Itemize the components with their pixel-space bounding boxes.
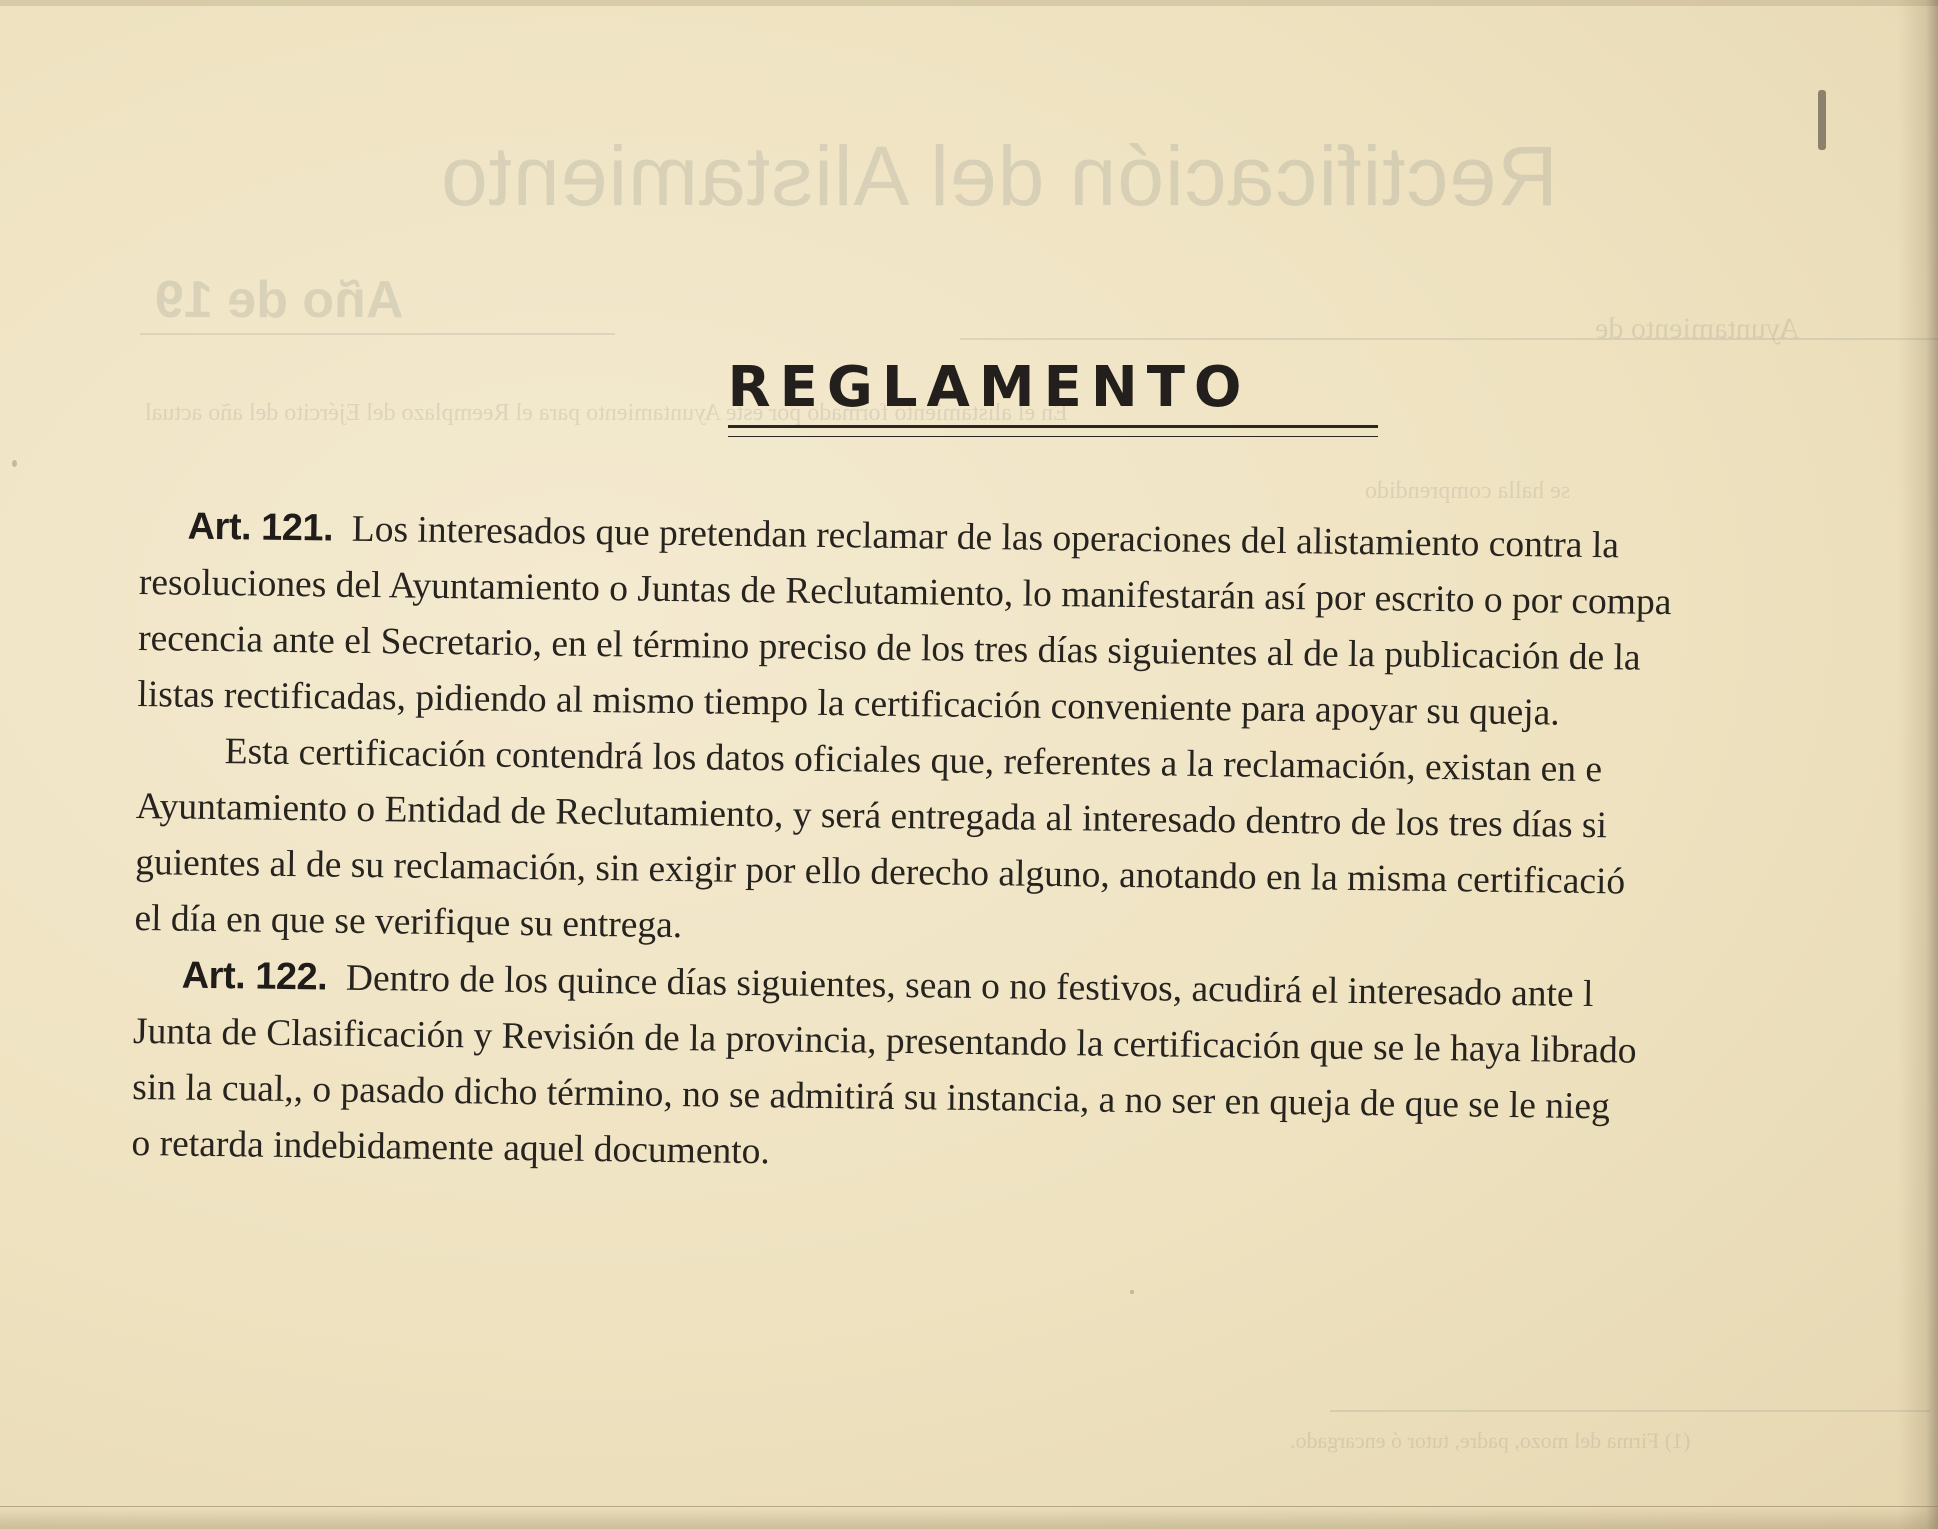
paper-speck [1130, 1290, 1134, 1294]
bleed-through-year: Año de 19 [155, 271, 404, 329]
bleed-through-municipality: Ayuntamiento de [1595, 312, 1800, 345]
text-line: resoluciones del Ayuntamiento o Juntas de Reclutamiento, lo manifestarán así por escrito o por compa [138, 561, 1672, 624]
text-line: Los interesados que pretendan reclamar de las operaciones del alistamiento contra la [351, 508, 1620, 567]
paper-stain [1818, 90, 1826, 150]
paper-speck [12, 460, 17, 467]
paper-top-edge [0, 0, 1938, 6]
text-line: listas rectificadas, pidiendo al mismo tiempo la certificación conveniente para apoyar su queja. [137, 673, 1560, 734]
bleed-through-line-a: En el alistamiento formado por este Ayuntamiento para el Reemplazo del Ejército del año actual [145, 400, 1068, 426]
text-line: Junta de Clasificación y Revisión de la provincia, presentando la certificación que se le haya librado [132, 1010, 1637, 1072]
text-line: Ayuntamiento o Entidad de Reclutamiento, y será entregada al interesado dentro de los tres días si [135, 785, 1608, 847]
text-line: recencia ante el Secretario, en el término preciso de los tres días siguientes al de la publicación de la [137, 617, 1641, 679]
bleed-through-line-b: se halla comprendido [1365, 478, 1571, 504]
bleed-through-rule [1330, 1410, 1930, 1412]
article-label: Art. 122. [181, 954, 328, 999]
article-label: Art. 121. [187, 505, 334, 550]
document-title: REGLAMENTO [727, 355, 1251, 420]
text-line: el día en que se verifique su entrega. [134, 897, 683, 947]
text-line: Dentro de los quince días siguientes, sean o no festivos, acudirá el interesado ante l [345, 957, 1594, 1016]
text-line: guientes al de su reclamación, sin exigir por ello derecho alguno, anotando en la misma certificació [134, 841, 1626, 903]
paper-bottom-edge [0, 1506, 1938, 1529]
bleed-through-footnote: (1) Firma del mozo, padre, tutor ó encargado. [1290, 1428, 1691, 1453]
text-line: o retarda indebidamente aquel documento. [131, 1122, 771, 1173]
text-line: sin la cual,, o pasado dicho término, no se admitirá su instancia, a no ser en queja de que se le nieg [132, 1066, 1611, 1128]
regulation-text [131, 498, 1938, 1196]
title-underline [728, 425, 1378, 437]
bleed-through-rule [960, 338, 1938, 340]
bleed-through-rule [140, 333, 615, 335]
text-line: Esta certificación contendrá los datos oficiales que, referentes a la reclamación, existan en e [224, 731, 1603, 791]
bleed-through-title: Rectificación del Alistamiento [440, 129, 1558, 223]
